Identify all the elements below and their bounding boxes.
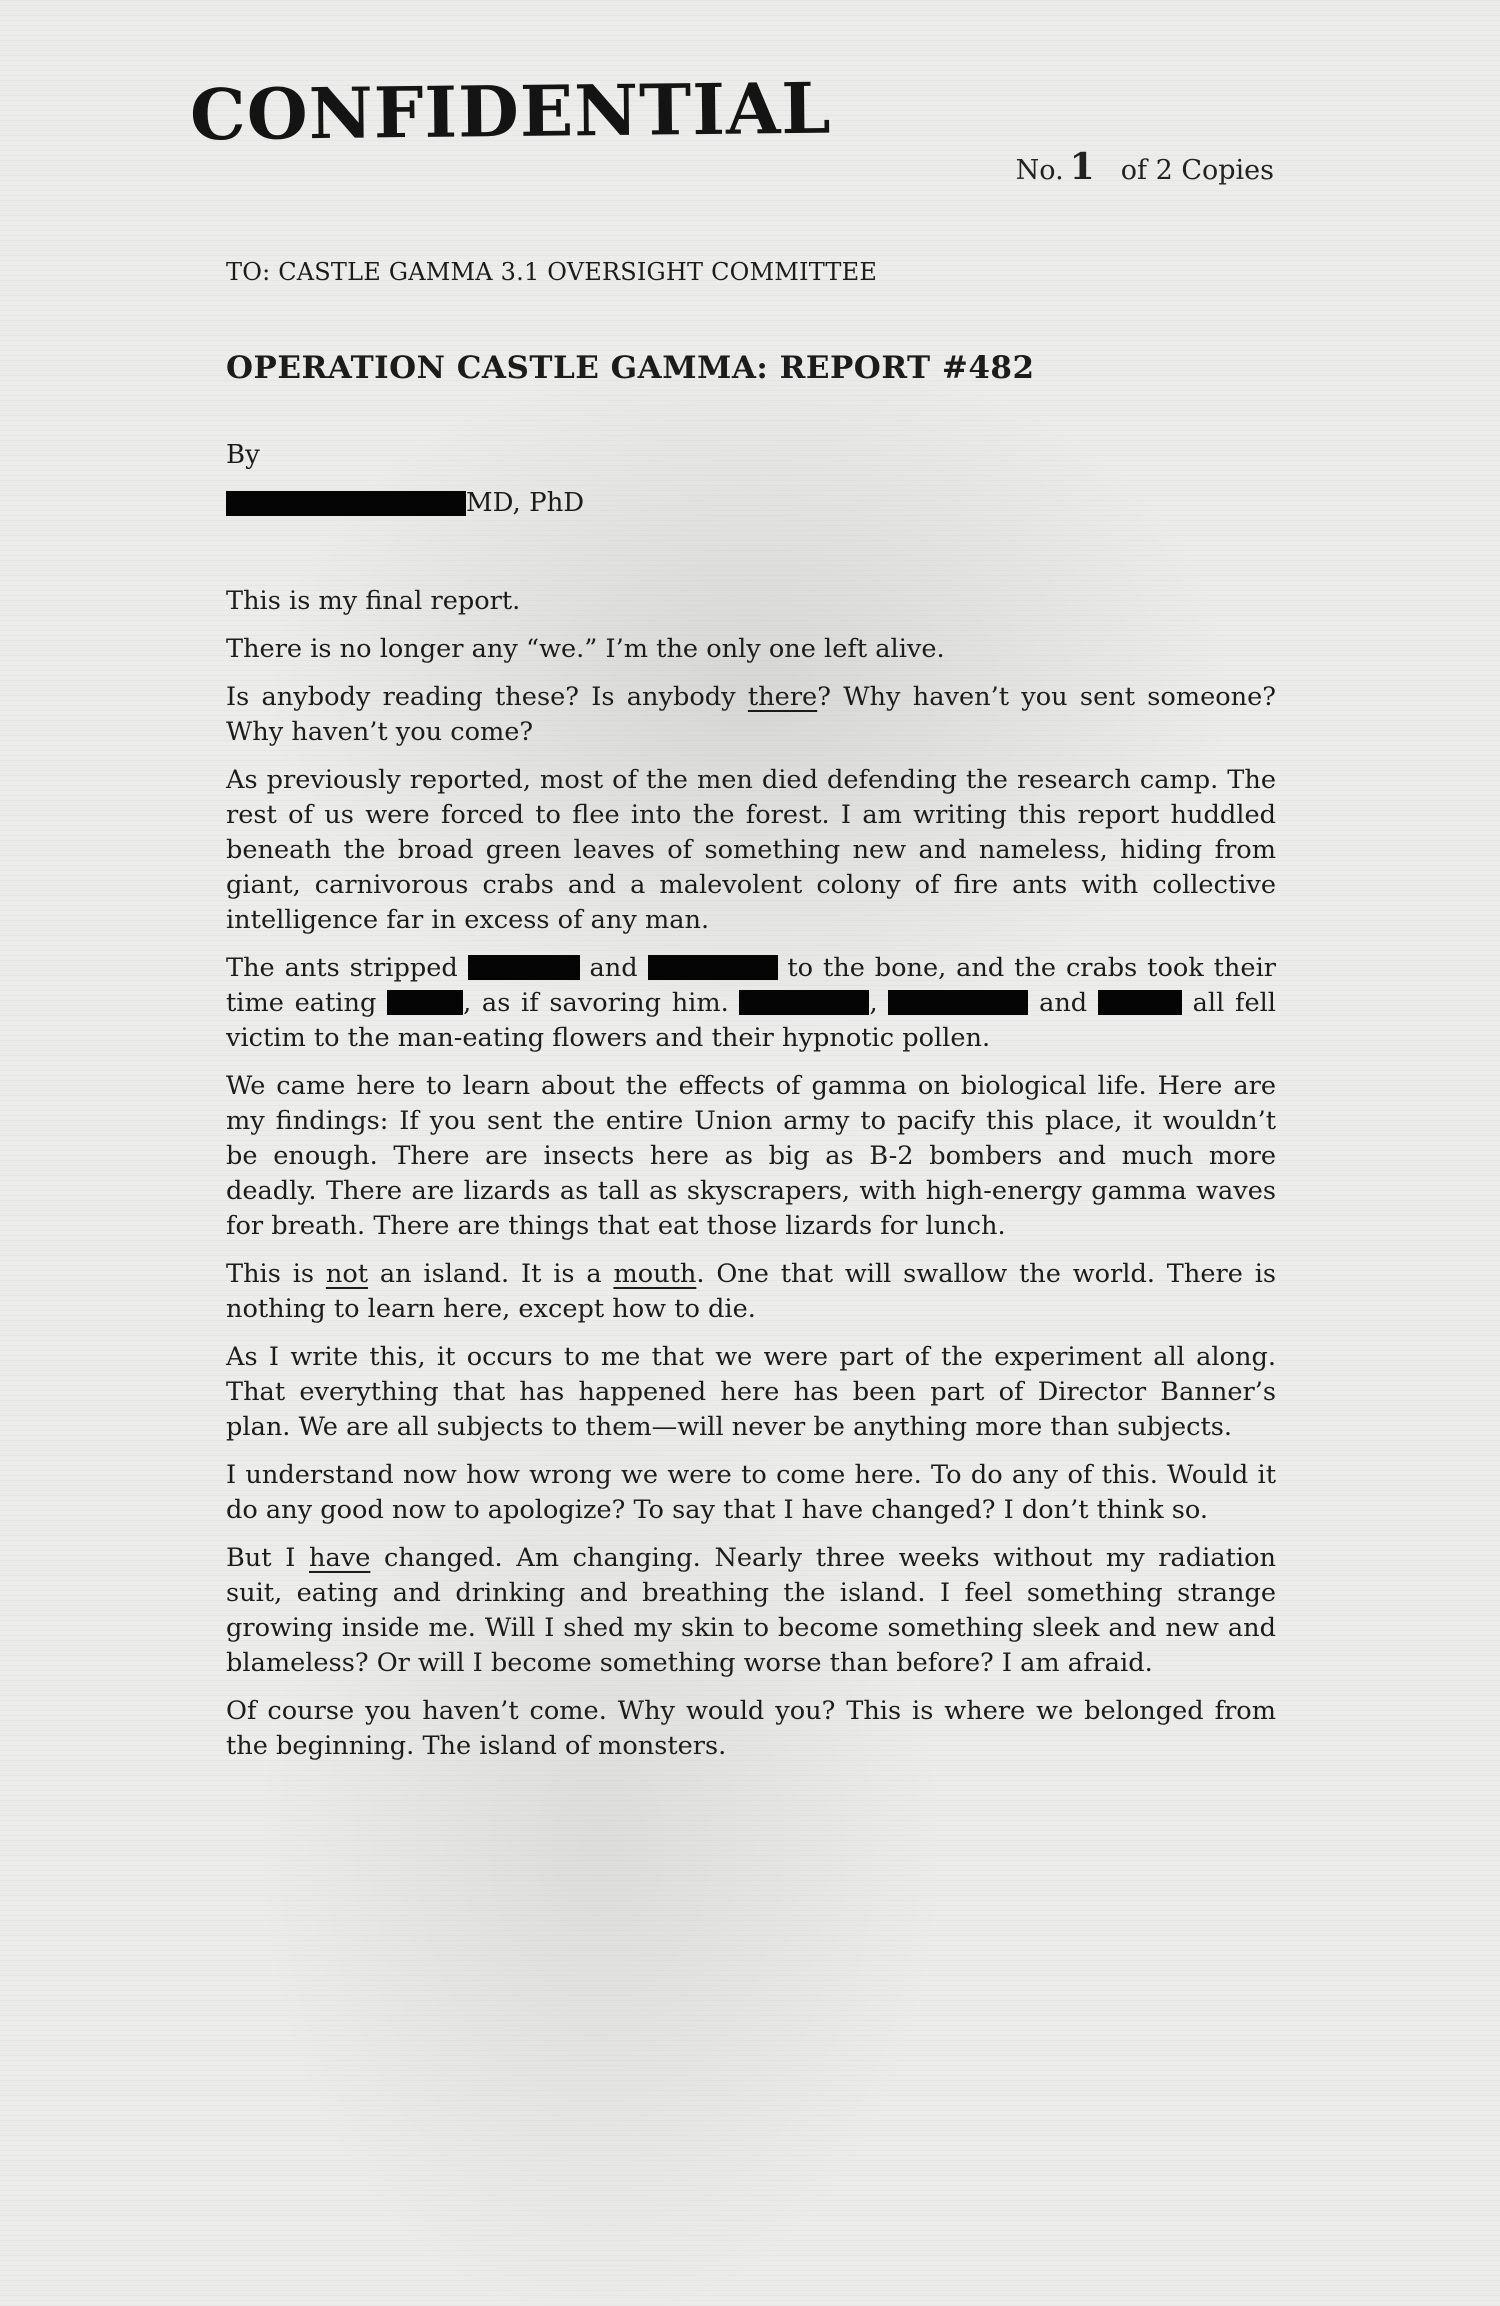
redaction-bar: [226, 491, 466, 516]
report-title: OPERATION CASTLE GAMMA: REPORT #482: [226, 350, 1035, 386]
author-line: [226, 488, 584, 518]
underlined-word: not: [325, 1259, 369, 1289]
report-body: [226, 584, 1276, 1777]
paragraph: There is no longer any “we.” I’m the only one left alive.: [226, 634, 945, 664]
underlined-word: there: [747, 682, 818, 712]
paragraph: This is my final report.: [226, 586, 521, 616]
redaction-bar: [468, 955, 580, 980]
redaction-bar: [648, 955, 778, 980]
underlined-word: have: [309, 1543, 371, 1573]
paragraph: Is anybody reading these? Is anybody there? Why haven’t you sent someone? Why haven’t you come?: [226, 682, 1276, 747]
paragraph: Of course you haven’t come. Why would you? This is where we belonged from the beginning. The island of monsters.: [226, 1696, 1276, 1761]
copy-number-suffix: of 2 Copies: [1120, 155, 1274, 186]
redaction-bar: [739, 990, 869, 1015]
redaction-bar: [1098, 990, 1182, 1015]
paragraph: We came here to learn about the effects of gamma on biological life. Here are my findings: If you sent the entire Union army to pacify this place, it wouldn’t be enough. There are insects here as big as B-2 bombers and much more deadly. There are lizards as tall as skyscrapers, with high-energy gamma waves for breath. There are things that eat those lizards for lunch.: [226, 1071, 1276, 1241]
redaction-bar: [387, 990, 463, 1015]
paragraph: I understand now how wrong we were to come here. To do any of this. Would it do any good now to apologize? To say that I have changed? I don’t think so.: [226, 1460, 1276, 1525]
memo-recipient: TO: CASTLE GAMMA 3.1 OVERSIGHT COMMITTEE: [226, 258, 878, 286]
paragraph: The ants stripped and to the bone, and the crabs took their time eating , as if savoring him. , and all fell victim to the man-eating flowers and their hypnotic pollen.: [226, 953, 1276, 1053]
byline-label: By: [226, 440, 260, 470]
paragraph: But I have changed. Am changing. Nearly three weeks without my radiation suit, eating and drinking and breathing the island. I feel something strange growing inside me. Will I shed my skin to become something sleek and new and blameless? Or will I become something worse than before? I am afraid.: [226, 1543, 1276, 1678]
copy-number: [1016, 146, 1274, 188]
paragraph: As I write this, it occurs to me that we were part of the experiment all along. That everything that has happened here has been part of Director Banner’s plan. We are all subjects to them—will never be anything more than subjects.: [226, 1342, 1276, 1442]
paragraph: As previously reported, most of the men died defending the research camp. The rest of us were forced to flee into the forest. I am writing this report huddled beneath the broad green leaves of something new and nameless, hiding from giant, carnivorous crabs and a malevolent colony of fire ants with collective intelligence far in excess of any man.: [226, 765, 1276, 935]
copy-number-prefix: No.: [1015, 155, 1064, 186]
paragraph: This is not an island. It is a mouth. One that will swallow the world. There is nothing to learn here, except how to die.: [226, 1259, 1277, 1324]
copy-number-value: 1: [1069, 146, 1095, 188]
underlined-word: mouth: [613, 1259, 697, 1289]
redaction-bar: [888, 990, 1028, 1015]
confidential-stamp: CONFIDENTIAL: [189, 66, 832, 157]
author-credentials: MD, PhD: [466, 488, 585, 518]
